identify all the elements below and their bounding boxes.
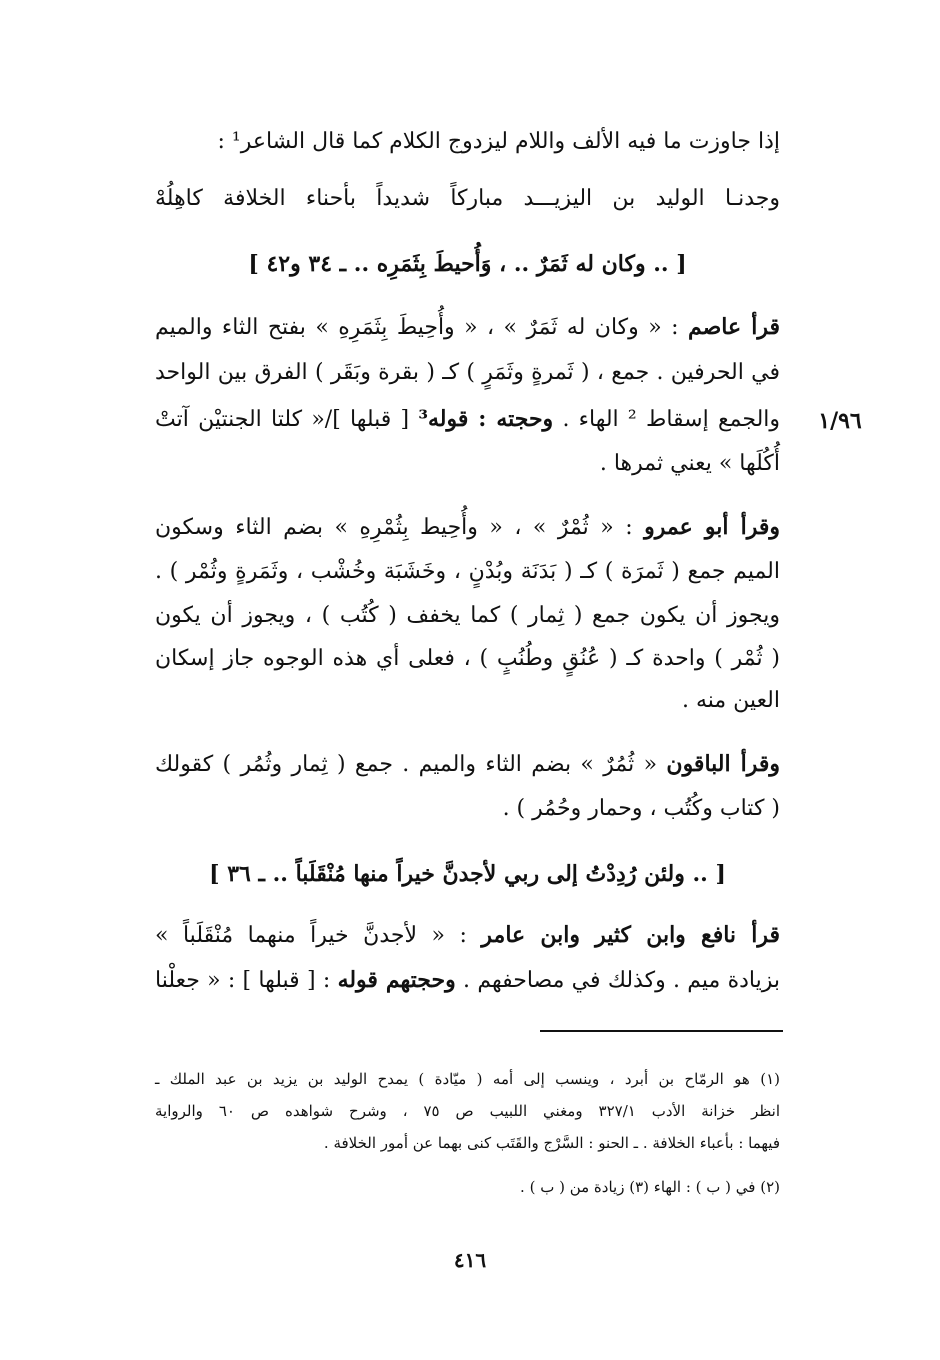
text-line: العين منه . bbox=[681, 688, 780, 713]
footnote-line: (٢) في ( ب ) : الهاء (٣) زيادة من ( ب ) . bbox=[520, 1178, 780, 1196]
text-line bbox=[155, 746, 780, 783]
page-number: ٤١٦ bbox=[453, 1248, 487, 1272]
text-line: ( كتاب وكُتُب ، وحمار وحُمُر ) . bbox=[502, 796, 780, 821]
reader-name: قرأ نافع وابن كثير وابن عامر bbox=[481, 922, 780, 948]
text-line: الميم جمع ( ثَمرَة ) كـ ( بَدَنَة وبُدْنٍ ، وخَشَبَة وخُشْب ، وثَمَرةٍ وثُمْر ) . bbox=[155, 559, 780, 584]
margin-folio-note: ١/٩٦ bbox=[818, 408, 862, 434]
argument-label: وحجتهم قوله bbox=[337, 967, 456, 993]
section-heading: [ .. ولئن رُدِدْتُ إلى ربي لأجدنَّ خيراً منها مُنْقَلَباً .. ـ ٣٦ ] bbox=[209, 861, 726, 887]
reader-name: وقرأ الباقون bbox=[666, 751, 781, 777]
text-line bbox=[155, 509, 780, 546]
text-span: : [ قبلها ] : « جعلْنا bbox=[155, 968, 331, 993]
text-line: ( ثُمْر ) واحدة كـ ( عُنُقٍ وطُنُبٍ ) ، فعلى أي هذه الوجوه جاز إسكان bbox=[155, 646, 780, 671]
section-heading: [ .. وكان له ثَمَرٌ .. ، وَأُحيطَ بِثَمَرِه .. ـ ٣٤ و٤٢ ] bbox=[248, 251, 687, 277]
footnote-divider bbox=[540, 1030, 783, 1032]
footnote-line: فيهما : بأعباء الخلافة . ـ الحنو : السَّرْج والقَتَب كنى بهما عن أمور الخلافة . bbox=[323, 1134, 780, 1152]
text-span: والجمع إسقاط ² الهاء . bbox=[562, 407, 781, 432]
text-span: : « لأجدنَّ خيراً منهما مُنْقَلَباً » bbox=[155, 923, 467, 948]
argument-label: وحجته : قوله³ bbox=[418, 406, 554, 432]
text-line bbox=[155, 309, 780, 346]
footnote-line: انظر خزانة الأدب ٣٢٧/١ ومغني اللبيب ص ٧٥ ، وشرح شواهده ص ٦٠ والرواية bbox=[155, 1102, 780, 1120]
text-line bbox=[155, 962, 780, 999]
text-line bbox=[155, 917, 780, 954]
reader-name: قرأ عاصم bbox=[687, 314, 781, 340]
text-line: إذا جاوزت ما فيه الألف واللام ليزدوج الكلام كما قال الشاعر¹ : bbox=[217, 129, 780, 154]
text-line: في الحرفين . جمع ، ( ثَمرةٍ وثَمَرٍ ) كـ ( بقرة وبَقَر ) الفرق بين الواحد bbox=[155, 360, 780, 385]
text-line: ويجوز أن يكون جمع ( ثِمار ) كما يخفف ( كُتُب ) ، ويجوز أن يكون bbox=[155, 603, 780, 628]
reader-name: وقرأ أبو عمرو bbox=[644, 514, 781, 540]
footnote-line: (١) هو الرمّاح بن أبرد ، وينسب إلى أمه ( ميّادة ) يمدح الوليد بن يزيد بن عبد الملك ـ bbox=[155, 1070, 780, 1088]
text-line bbox=[155, 401, 780, 438]
poetry-verse: وجدنـا الوليد بن اليزيـــد مباركاً شديداً بأحناء الخلافة كاهِلُهْ bbox=[155, 186, 780, 211]
text-line: أُكُلَها » يعني ثمرها . bbox=[599, 451, 780, 476]
text-span: [ قبلها ]/« كلتا الجنتيْن آتتْ bbox=[155, 407, 410, 432]
text-span: « ثُمُرٌ » بضم الثاء والميم . جمع ( ثِمار وثُمُر ) كقولك bbox=[155, 752, 658, 777]
text-span: بزيادة ميم . وكذلك في مصاحفهم . bbox=[463, 968, 781, 993]
text-span: : « وكان له ثَمَرٌ » ، « وأُحِيطَ بِثَمَرِهِ » بفتح الثاء والميم bbox=[155, 315, 679, 340]
text-span: : « ثُمْرٌ » ، « وأُحِيط بِثُمْرِهِ » بضم الثاء وسكون bbox=[155, 515, 633, 540]
